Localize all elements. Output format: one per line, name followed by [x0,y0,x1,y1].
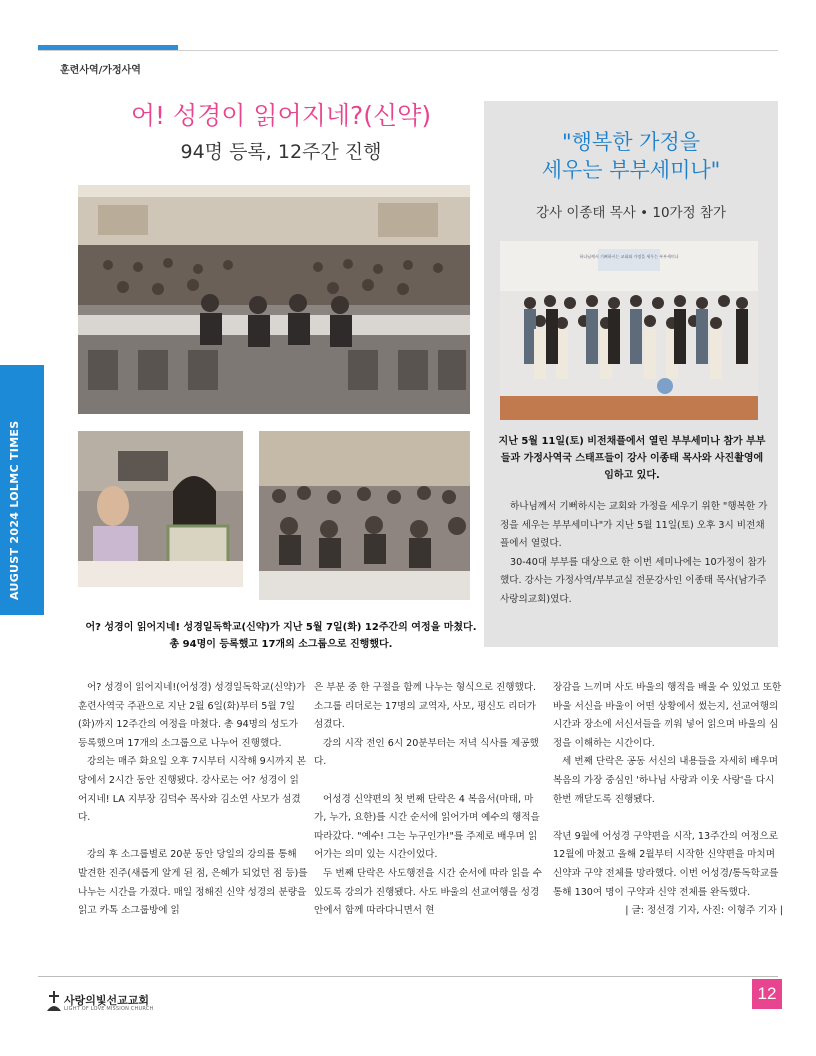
body-paragraph: 은 부분 중 한 구절을 함께 나누는 형식으로 진행했다. 소그룹 리더로는 17명의 교역자, 사모, 평신도 리더가 섬겼다. [314,682,537,731]
body-paragraph: 세 번째 단락은 공동 서신의 내용들을 자세히 배우며 복음의 가장 중심인 '하나님 사랑과 이웃 사랑'을 다시 한번 깨닫도록 진행됐다. [553,756,778,805]
seminar-paragraph: 30-40대 부부를 대상으로 한 이번 세미나에는 10가정이 참가했다. 강사는 가정사역/부부교실 전문강사인 이종태 목사(남가주 사랑의교회)였다. [500,556,767,605]
magazine-label: AUGUST 2024 LOLMC TIMES [8,420,21,600]
photo-seminar-group [500,241,758,420]
body-paragraph: 강의 후 소그룹별로 20분 동안 당일의 강의를 통해 발견한 진주(새롭게 알게 된 점, 은혜가 되었던 점 등)를 나누는 시간을 가졌다. 매일 정해진 신약 성경의 분량을 읽고 카톡 소그룹방에 읽 [78,849,308,917]
footer-divider [38,976,778,977]
photo-praying-members [78,431,243,587]
seminar-body [500,498,768,610]
seminar-title [484,128,778,184]
photo-lecture-audience [259,431,470,600]
body-paragraph: 강의 시작 전인 6시 20분부터는 저녁 식사를 제공했다. [314,737,539,768]
church-name-english: LIGHT OF LOVE MISSION CHURCH [64,1006,154,1012]
church-logo-icon [46,990,62,1012]
body-column-2 [314,679,544,921]
body-paragraph: 강의는 매주 화요일 오후 7시부터 시작해 9시까지 본당에서 2시간 동안 진행됐다. 강사로는 어? 성경이 읽어지네! LA 지부장 김덕수 목사와 김소연 사모가 섬겼다. [78,756,306,824]
body-paragraph: 작년 9월에 어성경 구약편을 시작, 13주간의 여정으로 12월에 마쳤고 올해 2월부터 시작한 신약편을 마치며 신약과 구약 전체를 망라했다. 이번 어성경/통독학교를 통해 130여 명이 구약과 신약 전체를 완독했다. [553,830,779,898]
article-subtitle: 94명 등록, 12주간 진행 [180,141,382,163]
seminar-photo-caption: 지난 5월 11일(토) 비전채플에서 열린 부부세미나 참가 부부들과 가정사역국 스태프들이 강사 이종태 목사와 사진촬영에 임하고 있다. [498,436,766,481]
photo-caption: 어? 성경이 읽어지네! 성경일독학교(신약)가 지난 5월 7일(화) 12주간의 여정을 마쳤다. 총 94명이 등록했고 17개의 소그룹으로 진행했다. [85,622,477,650]
side-tab [0,365,44,615]
photo-banner-text: 하나님께서 기뻐하시는 교회와 가정을 세우는 부부세미나 [579,254,679,259]
seminar-paragraph: 하나님께서 기뻐하시는 교회와 가정을 세우기 위한 "행복한 가정을 세우는 부부세미나"가 지난 5월 11일(토) 오후 3시 비전채플에서 열렸다. [500,501,768,550]
body-paragraph: 어성경 신약편의 첫 번째 단락은 4 복음서(마태, 마가, 누가, 요한)를 시간 순서에 읽어가며 예수의 행적을 따라갔다. "예수! 그는 누구인가!"를 주제로 배우며 읽어가는 의미 있는 시간이었다. [314,793,540,861]
section-label: 훈련사역/가정사역 [60,65,141,76]
header-divider [38,50,778,51]
page-number: 12 [752,979,782,1009]
seminar-title-line2: 세우는 부부세미나" [541,158,721,182]
article-credit: | 글: 정선경 기자, 사진: 이형주 기자 | [625,905,783,917]
article-title: 어! 성경이 읽어지네?(신약) [130,101,432,130]
body-paragraph: 어? 성경이 읽어지네!(어성경) 성경일독학교(신약)가 훈련사역국 주관으로 지난 2월 6일(화)부터 5월 7일(화)까지 12주간의 여정을 마쳤다. 총 94명의 성도가 등록했으며 17개의 소그룹으로 나누어 진행했다. [78,682,306,749]
body-paragraph: 장감을 느끼며 사도 바울의 행적을 배울 수 있었고 또한 바울 서신을 바울이 어떤 상황에서 썼는지, 선교여행의 시간과 장소에 서신서들을 끼워 넣어 읽으며 바울의 심정을 이해하는 시간이다. [553,682,782,749]
seminar-subtitle: 강사 이종태 목사 • 10가정 참가 [535,205,727,221]
church-name: 사랑의빛선교교회 [64,994,150,1007]
body-column-1 [78,679,308,921]
body-paragraph: 두 번째 단락은 사도행전을 시간 순서에 따라 읽을 수 있도록 강의가 진행됐다. 사도 바울의 선교여행을 성경 안에서 함께 따라다니면서 현 [314,867,543,917]
photo-auditorium [78,185,470,414]
body-column-3 [553,679,783,921]
seminar-title-line1: "행복한 가정을 [561,130,701,154]
